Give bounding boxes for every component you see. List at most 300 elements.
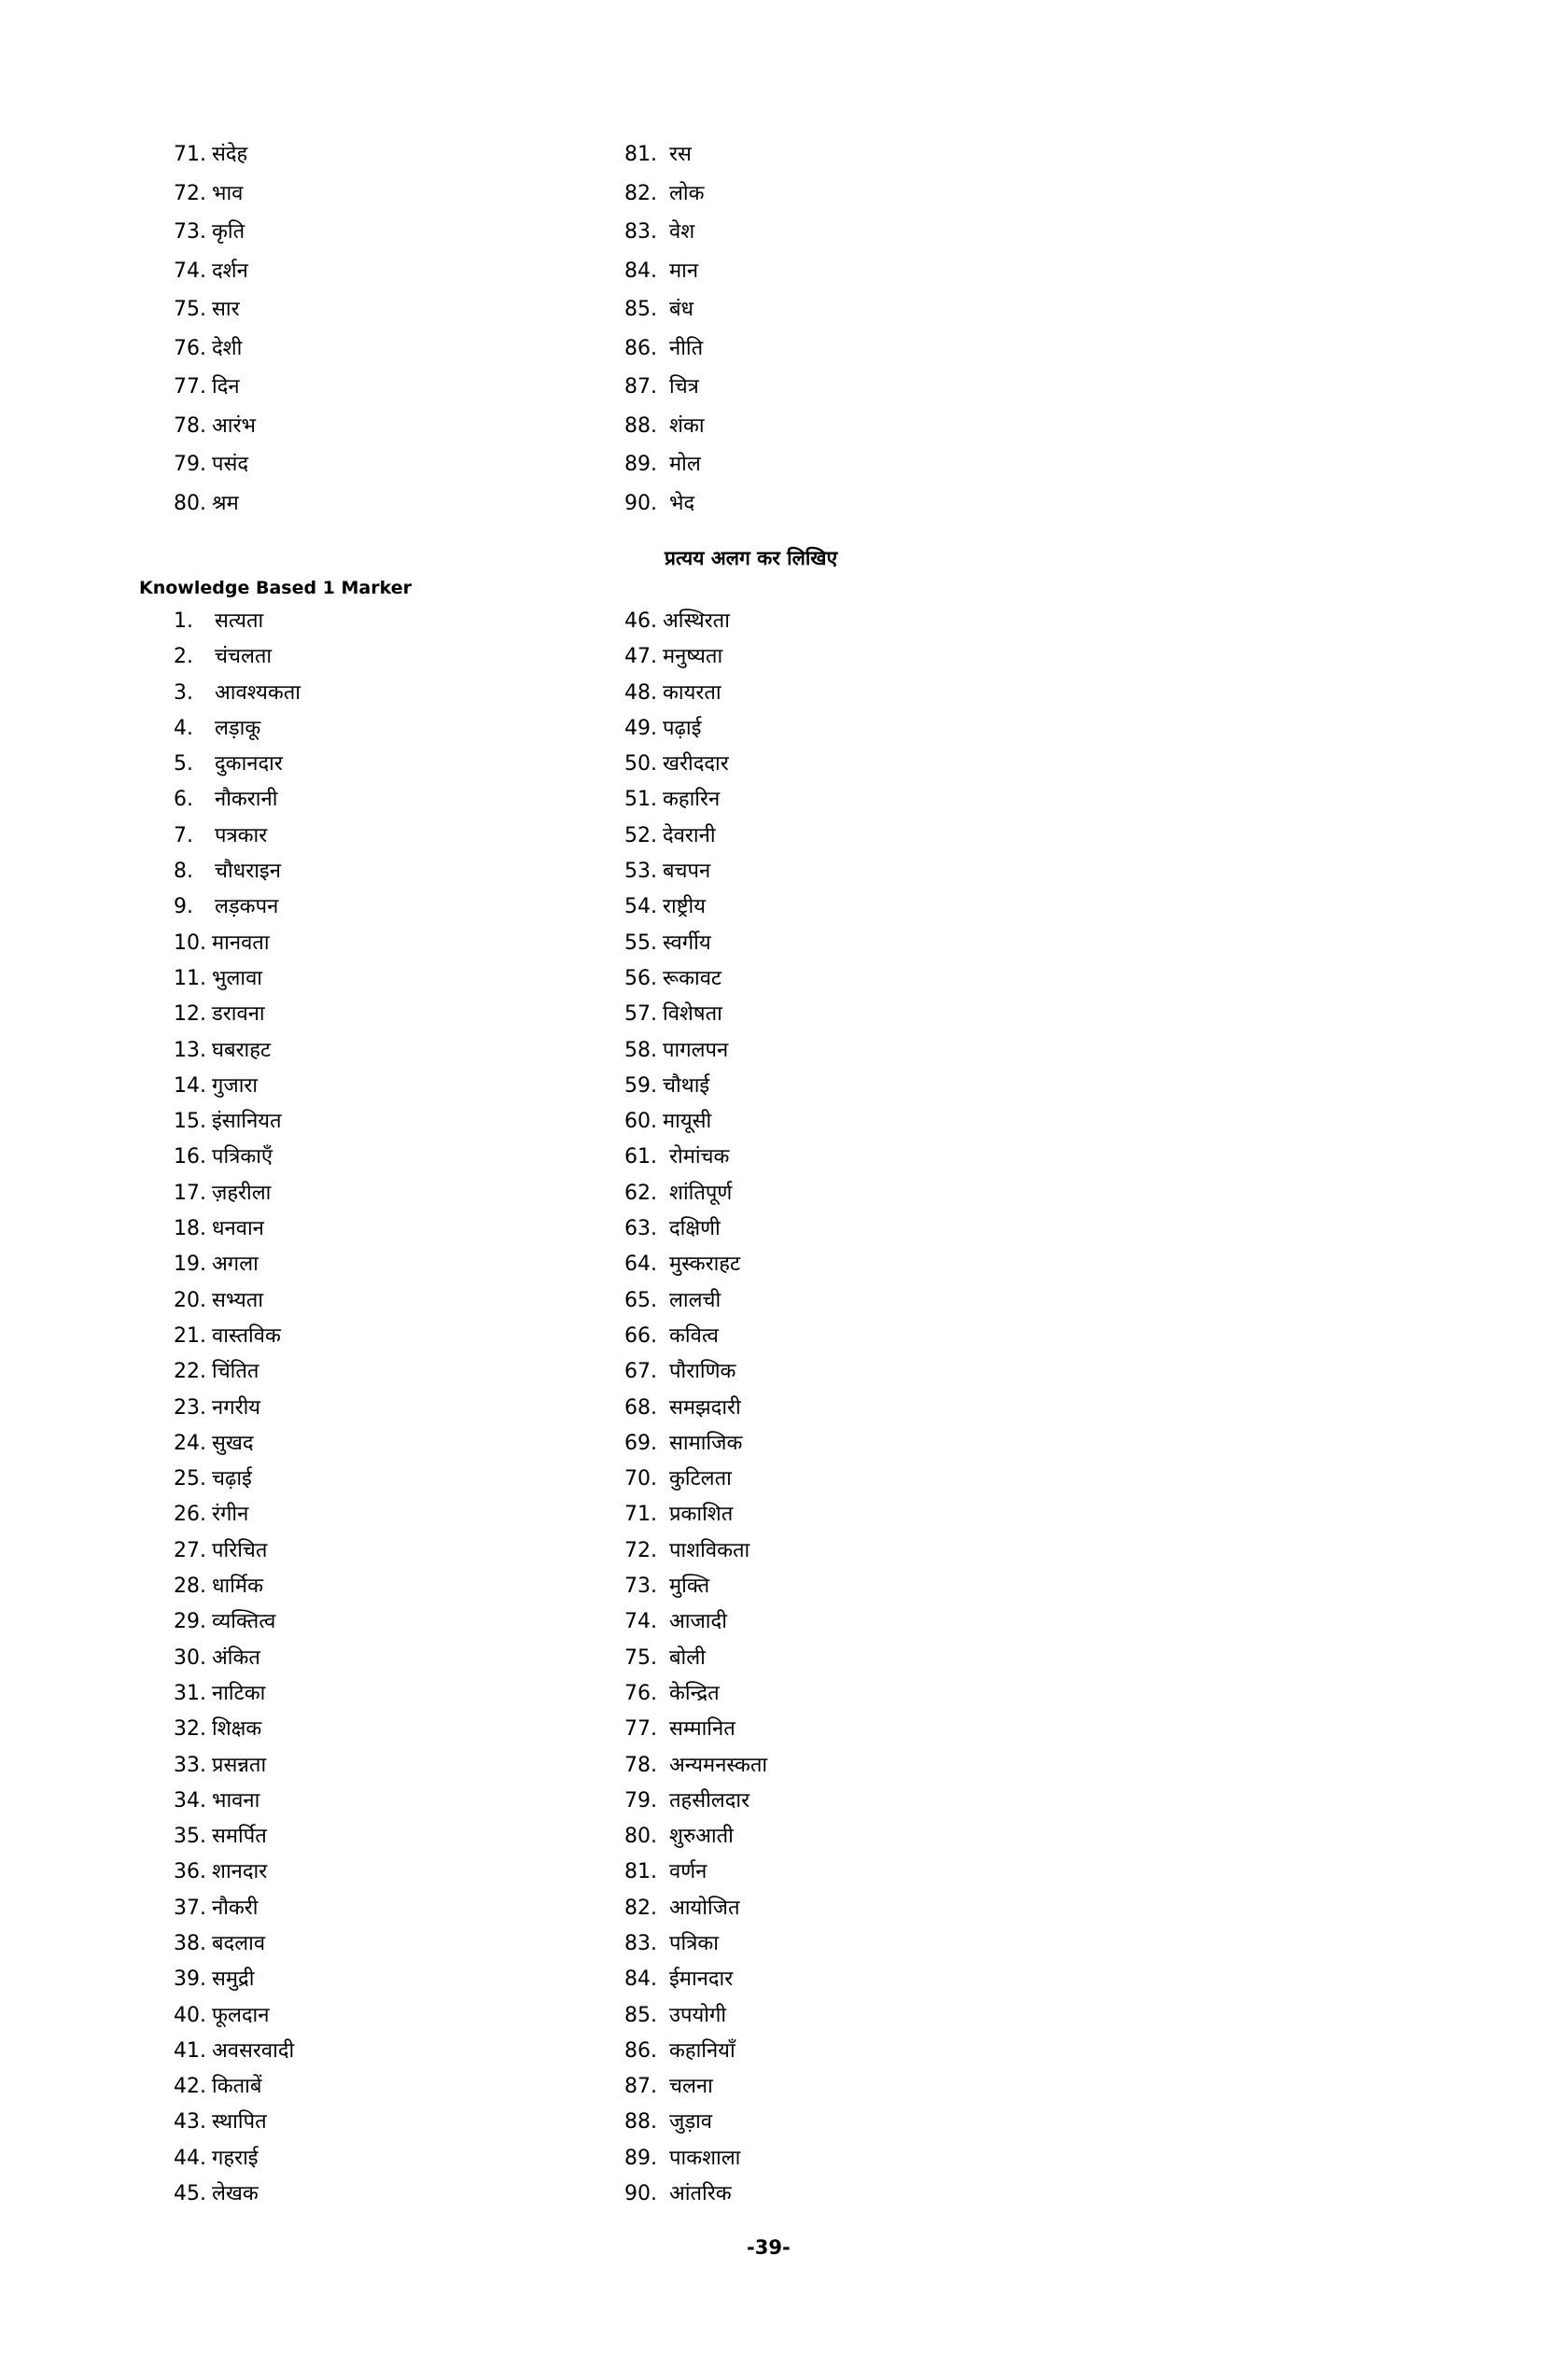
list-item (174, 1569, 301, 1604)
item-number: 76. (624, 1681, 657, 1705)
list-item (174, 711, 301, 747)
list-item (174, 1819, 301, 1855)
list-item (624, 961, 767, 997)
item-word: पाशविकता (669, 1538, 750, 1562)
list-item (624, 137, 705, 176)
item-word: स्थापित (212, 2110, 267, 2135)
item-word: परिचित (212, 1538, 268, 1562)
item-number: 88. (624, 413, 657, 438)
item-word: लेखक (212, 2182, 259, 2206)
item-word: कृति (212, 220, 245, 244)
list-item (624, 1748, 767, 1784)
list-item (174, 176, 256, 216)
item-word: गुजारा (212, 1073, 259, 1098)
item-word: सत्यता (215, 609, 264, 633)
item-word: नगरीय (212, 1395, 261, 1420)
list-item (174, 1748, 301, 1784)
item-word: चंचलता (215, 645, 273, 669)
item-number: 83. (624, 220, 657, 244)
item-number: 78. (174, 413, 206, 438)
item-number: 63. (624, 1217, 657, 1241)
item-word: रूकावट (663, 966, 722, 990)
item-number: 69. (624, 1431, 657, 1455)
item-number: 30. (174, 1645, 206, 1670)
list-item (174, 1533, 301, 1569)
list-item (174, 1283, 301, 1319)
list-item (174, 747, 301, 782)
item-word: कायरता (663, 680, 721, 705)
item-word: समर्पित (212, 1825, 267, 1849)
item-word: अस्थिरता (663, 609, 730, 633)
item-number: 89. (624, 453, 657, 476)
list-item (174, 1462, 301, 1497)
list-item (174, 782, 301, 818)
item-number: 82. (624, 1896, 657, 1920)
item-word: नाटिका (212, 1681, 266, 1705)
list-item (624, 254, 705, 293)
list-item (174, 639, 301, 675)
item-number: 80. (624, 1825, 657, 1849)
list-item (624, 926, 767, 961)
list-item (624, 1855, 767, 1890)
item-number: 70. (624, 1467, 657, 1491)
item-number: 79. (624, 1788, 657, 1813)
item-word: दक्षिणी (669, 1217, 721, 1241)
list-item (624, 854, 767, 889)
item-word: उपयोगी (669, 2003, 727, 2027)
item-number: 85. (624, 2003, 657, 2027)
item-word: बंध (669, 298, 694, 321)
item-number: 86. (624, 336, 657, 360)
item-word: भुलावा (212, 966, 263, 990)
list-item (624, 1533, 767, 1569)
item-number: 81. (624, 143, 657, 166)
item-word: सम्मानित (669, 1717, 735, 1742)
item-number: 40. (174, 2003, 206, 2027)
item-word: चलना (669, 2075, 713, 2099)
item-word: गहराई (212, 2146, 259, 2170)
list-item (624, 1819, 767, 1855)
item-number: 87. (624, 375, 657, 399)
item-word: तहसीलदार (669, 1788, 750, 1813)
list-item (624, 1426, 767, 1462)
item-word: पत्रिका (669, 1931, 719, 1955)
item-number: 75. (624, 1645, 657, 1670)
item-word: श्रम (212, 491, 239, 515)
item-word: आंतरिक (669, 2182, 732, 2206)
item-word: सार (212, 298, 240, 321)
list-item (624, 819, 767, 854)
item-number: 29. (174, 1610, 206, 1634)
item-number: 37. (174, 1896, 206, 1920)
item-number: 75. (174, 298, 206, 321)
item-word: देशी (212, 336, 243, 360)
list-item (174, 1676, 301, 1712)
item-number: 7. (174, 823, 193, 847)
item-number: 79. (174, 453, 206, 476)
item-word: चिंतित (212, 1360, 259, 1384)
item-word: मायूसी (663, 1110, 712, 1134)
list-item (624, 997, 767, 1032)
item-number: 17. (174, 1181, 206, 1205)
item-word: बोली (669, 1645, 706, 1670)
list-item (624, 1784, 767, 1819)
list-item (624, 747, 767, 782)
item-word: स्वर्गीय (663, 931, 711, 955)
list-item (624, 1069, 767, 1104)
item-number: 33. (174, 1753, 206, 1777)
item-number: 81. (624, 1860, 657, 1884)
item-number: 67. (624, 1360, 657, 1384)
item-word: अन्यमनस्कता (669, 1753, 768, 1777)
item-number: 78. (624, 1753, 657, 1777)
list-item (624, 1104, 767, 1140)
item-number: 19. (174, 1253, 206, 1277)
list-item (174, 1033, 301, 1069)
item-number: 71. (624, 1503, 657, 1527)
list-item (624, 782, 767, 818)
item-number: 72. (624, 1538, 657, 1562)
item-number: 5. (174, 752, 193, 777)
item-number: 55. (624, 931, 657, 955)
item-word: बचपन (663, 860, 711, 884)
item-word: सामाजिक (669, 1431, 743, 1455)
item-number: 6. (174, 788, 193, 812)
list-item (174, 889, 301, 925)
list-item (624, 1641, 767, 1676)
item-number: 62. (624, 1181, 657, 1205)
list-item (174, 1140, 301, 1175)
item-number: 85. (624, 298, 657, 321)
item-number: 49. (624, 716, 657, 740)
item-number: 74. (174, 259, 206, 283)
item-number: 88. (624, 2110, 657, 2135)
item-word: बदलाव (212, 1931, 266, 1955)
item-word: चौथाई (663, 1073, 710, 1098)
item-number: 53. (624, 860, 657, 884)
section-heading: प्रत्यय अलग कर लिखिए (665, 547, 838, 569)
item-word: लालची (669, 1288, 721, 1312)
item-number: 64. (624, 1253, 657, 1277)
item-word: चढ़ाई (212, 1467, 252, 1491)
item-number: 73. (624, 1575, 657, 1599)
item-number: 21. (174, 1323, 206, 1348)
item-word: नीति (669, 336, 704, 360)
item-word: कुटिलता (669, 1467, 732, 1491)
list-item (624, 2034, 767, 2069)
item-number: 54. (624, 895, 657, 919)
item-number: 48. (624, 680, 657, 705)
list-item (624, 1462, 767, 1497)
item-word: जुड़ाव (669, 2110, 713, 2135)
item-word: समझदारी (669, 1395, 741, 1420)
item-number: 3. (174, 680, 193, 705)
item-word: शानदार (212, 1860, 268, 1884)
list-item (174, 819, 301, 854)
item-word: मनुष्यता (663, 645, 723, 669)
item-word: देवरानी (663, 823, 716, 847)
item-number: 84. (624, 1967, 657, 1992)
list-item (624, 215, 705, 254)
knowledge-based-label: Knowledge Based 1 Marker (139, 578, 412, 598)
item-word: रोमांचक (669, 1145, 730, 1169)
list-item (174, 1998, 301, 2034)
list-item (174, 1211, 301, 1247)
item-number: 1. (174, 609, 193, 633)
item-number: 90. (624, 491, 657, 515)
item-number: 32. (174, 1717, 206, 1742)
list-item (624, 370, 705, 409)
item-number: 22. (174, 1360, 206, 1384)
item-number: 52. (624, 823, 657, 847)
item-word: पागलपन (663, 1038, 729, 1062)
item-word: पत्रकार (215, 823, 268, 847)
item-number: 16. (174, 1145, 206, 1169)
list-item (624, 1176, 767, 1211)
list-item (174, 1176, 301, 1211)
list-item (174, 997, 301, 1032)
item-word: खरीददार (663, 752, 729, 777)
item-word: धनवान (212, 1217, 264, 1241)
list-item (624, 1891, 767, 1926)
item-number: 36. (174, 1860, 206, 1884)
list-item (624, 711, 767, 747)
item-number: 77. (174, 375, 206, 399)
item-number: 28. (174, 1575, 206, 1599)
list-item (624, 1962, 767, 1997)
item-word: पाकशाला (669, 2146, 741, 2170)
bottom-right-list (624, 604, 767, 2212)
item-word: वेश (669, 220, 695, 244)
item-word: आवश्यकता (215, 680, 301, 705)
item-number: 45. (174, 2182, 206, 2206)
item-word: सभ्यता (212, 1288, 264, 1312)
list-item (174, 137, 256, 176)
item-number: 8. (174, 860, 193, 884)
item-word: शंका (669, 413, 705, 438)
list-item (624, 1497, 767, 1533)
item-word: डरावना (212, 1002, 265, 1027)
item-word: व्यक्तित्व (212, 1610, 276, 1634)
list-item (624, 1319, 767, 1354)
item-number: 10. (174, 931, 206, 955)
list-item (624, 2141, 767, 2177)
item-word: लोक (669, 181, 705, 205)
item-word: चौधराइन (215, 860, 281, 884)
list-item (174, 676, 301, 711)
item-word: संदेह (212, 143, 248, 166)
page-number: -39- (747, 2236, 791, 2259)
item-word: वर्णन (669, 1860, 707, 1884)
list-item (174, 1926, 301, 1962)
item-number: 31. (174, 1681, 206, 1705)
item-word: मान (669, 259, 699, 283)
list-item (174, 1104, 301, 1140)
list-item (624, 639, 767, 675)
item-word: समुद्री (212, 1967, 255, 1992)
item-word: दर्शन (212, 259, 248, 283)
item-word: केन्द्रित (669, 1681, 720, 1705)
item-word: इंसानियत (212, 1110, 282, 1134)
bottom-left-list (174, 604, 301, 2212)
item-number: 25. (174, 1467, 206, 1491)
list-item (174, 926, 301, 961)
list-item (174, 2034, 301, 2069)
item-number: 50. (624, 752, 657, 777)
list-item (174, 2069, 301, 2105)
list-item (174, 1604, 301, 1640)
item-word: भेद (669, 491, 695, 515)
item-number: 38. (174, 1931, 206, 1955)
item-word: मोल (669, 453, 701, 476)
item-number: 27. (174, 1538, 206, 1562)
list-item (174, 1391, 301, 1426)
item-word: ईमानदार (669, 1967, 734, 1992)
list-item (174, 2177, 301, 2212)
list-item (174, 1641, 301, 1676)
item-word: प्रसन्नता (212, 1753, 267, 1777)
item-word: कहानियाँ (669, 2038, 735, 2063)
list-item (174, 1497, 301, 1533)
list-item (174, 1891, 301, 1926)
list-item (624, 889, 767, 925)
item-number: 84. (624, 259, 657, 283)
list-item (174, 1069, 301, 1104)
list-item (174, 447, 256, 486)
list-item (624, 604, 767, 639)
list-item (624, 409, 705, 448)
item-number: 44. (174, 2146, 206, 2170)
item-word: अवसरवादी (212, 2038, 295, 2063)
list-item (624, 2177, 767, 2212)
item-word: प्रकाशित (669, 1503, 734, 1527)
item-word: कहारिन (663, 788, 721, 812)
list-item (624, 676, 767, 711)
list-item (174, 1712, 301, 1747)
list-item (624, 292, 705, 331)
item-word: मुक्ति (669, 1575, 710, 1599)
top-left-list (174, 137, 256, 525)
list-item (174, 215, 256, 254)
list-item (174, 486, 256, 525)
list-item (624, 486, 705, 525)
item-number: 87. (624, 2075, 657, 2099)
item-word: पत्रिकाएँ (212, 1145, 273, 1169)
list-item (174, 409, 256, 448)
item-number: 83. (624, 1931, 657, 1955)
item-number: 58. (624, 1038, 657, 1062)
list-item (174, 370, 256, 409)
item-word: किताबें (212, 2075, 262, 2099)
item-number: 56. (624, 966, 657, 990)
list-item (174, 254, 256, 293)
list-item (174, 1247, 301, 1282)
item-word: दुकानदार (215, 752, 283, 777)
item-number: 76. (174, 336, 206, 360)
item-number: 12. (174, 1002, 206, 1027)
list-item (624, 1676, 767, 1712)
list-item (624, 1712, 767, 1747)
item-word: राष्ट्रीय (663, 895, 707, 919)
item-number: 59. (624, 1073, 657, 1098)
list-item (624, 2069, 767, 2105)
item-number: 71. (174, 143, 206, 166)
item-word: दिन (212, 375, 240, 399)
item-number: 26. (174, 1503, 206, 1527)
item-word: अंकित (212, 1645, 260, 1670)
item-word: घबराहट (212, 1038, 272, 1062)
item-number: 80. (174, 491, 206, 515)
list-item (624, 1926, 767, 1962)
list-item (624, 331, 705, 371)
item-word: आजादी (669, 1610, 727, 1634)
list-item (624, 1604, 767, 1640)
list-item (624, 1998, 767, 2034)
item-number: 41. (174, 2038, 206, 2063)
item-word: पसंद (212, 453, 249, 476)
list-item (624, 447, 705, 486)
top-right-list (624, 137, 705, 525)
item-number: 2. (174, 645, 193, 669)
item-number: 86. (624, 2038, 657, 2063)
item-word: शुरुआती (669, 1825, 734, 1849)
item-word: वास्तविक (212, 1323, 281, 1348)
item-number: 73. (174, 220, 206, 244)
item-number: 72. (174, 181, 206, 205)
list-item (174, 961, 301, 997)
item-number: 82. (624, 181, 657, 205)
item-word: नौकरी (212, 1896, 259, 1920)
list-item (624, 1247, 767, 1282)
item-word: शिक्षक (212, 1717, 262, 1742)
list-item (174, 1855, 301, 1890)
item-word: चित्र (669, 375, 699, 399)
item-number: 15. (174, 1110, 206, 1134)
list-item (174, 854, 301, 889)
item-word: रंगीन (212, 1503, 249, 1527)
item-word: मुस्कराहट (669, 1253, 741, 1277)
item-number: 9. (174, 895, 193, 919)
item-number: 46. (624, 609, 657, 633)
item-word: लड़कपन (215, 895, 279, 919)
item-word: लड़ाकू (215, 716, 261, 740)
item-word: धार्मिक (212, 1575, 263, 1599)
list-item (624, 1140, 767, 1175)
item-word: आरंभ (212, 413, 256, 438)
item-word: नौकरानी (215, 788, 278, 812)
item-number: 24. (174, 1431, 206, 1455)
item-word: कवित्व (669, 1323, 719, 1348)
item-word: मानवता (212, 931, 270, 955)
list-item (174, 292, 256, 331)
item-number: 23. (174, 1395, 206, 1420)
item-number: 61. (624, 1145, 657, 1169)
item-number: 57. (624, 1002, 657, 1027)
list-item (624, 1391, 767, 1426)
item-word: फूलदान (212, 2003, 270, 2027)
item-word: आयोजित (669, 1896, 740, 1920)
item-number: 42. (174, 2075, 206, 2099)
item-number: 90. (624, 2182, 657, 2206)
item-number: 35. (174, 1825, 206, 1849)
list-item (624, 1569, 767, 1604)
item-number: 43. (174, 2110, 206, 2135)
list-item (174, 1354, 301, 1390)
list-item (624, 2105, 767, 2140)
list-item (174, 2141, 301, 2177)
item-number: 20. (174, 1288, 206, 1312)
list-item (624, 1211, 767, 1247)
